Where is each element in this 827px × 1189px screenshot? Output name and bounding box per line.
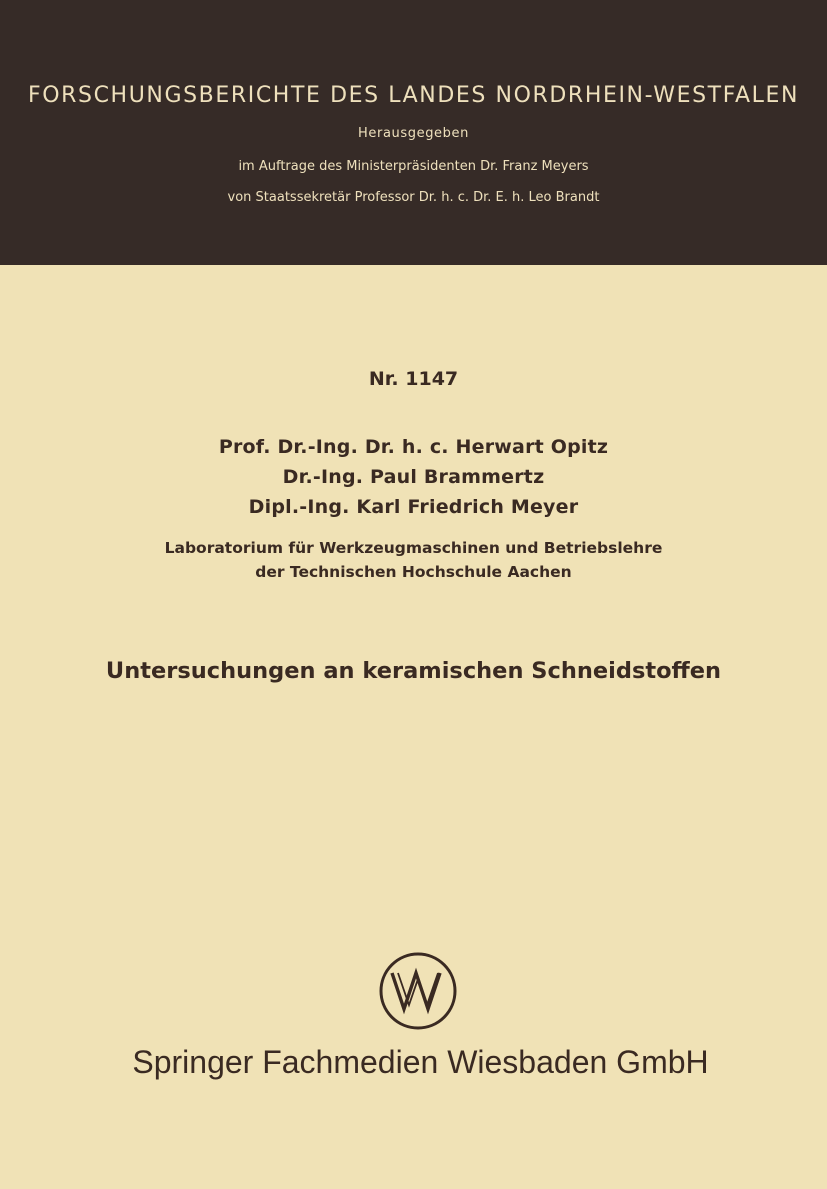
author-name: Dipl.-Ing. Karl Friedrich Meyer xyxy=(248,496,579,518)
publisher-name: Springer Fachmedien Wiesbaden GmbH xyxy=(132,1044,709,1080)
secretary-line: von Staatssekretär Professor Dr. h. c. Dr. E. h. Leo Brandt xyxy=(227,190,600,205)
report-number: Nr. 1147 xyxy=(368,368,459,390)
series-header-band xyxy=(0,0,827,265)
institution-line: Laboratorium für Werkzeugmaschinen und Betriebslehre xyxy=(164,539,663,557)
author-name: Dr.-Ing. Paul Brammertz xyxy=(282,466,545,488)
commission-line: im Auftrage des Ministerpräsidenten Dr. Franz Meyers xyxy=(238,159,589,174)
institution-line: der Technischen Hochschule Aachen xyxy=(255,563,572,581)
publisher-logo-icon xyxy=(378,951,458,1031)
series-title: FORSCHUNGSBERICHTE DES LANDES NORDRHEIN-WESTFALEN xyxy=(27,83,800,108)
author-name: Prof. Dr.-Ing. Dr. h. c. Herwart Opitz xyxy=(218,436,609,458)
report-title: Untersuchungen an keramischen Schneidstoffen xyxy=(105,658,722,684)
editor-label: Herausgegeben xyxy=(358,126,469,141)
